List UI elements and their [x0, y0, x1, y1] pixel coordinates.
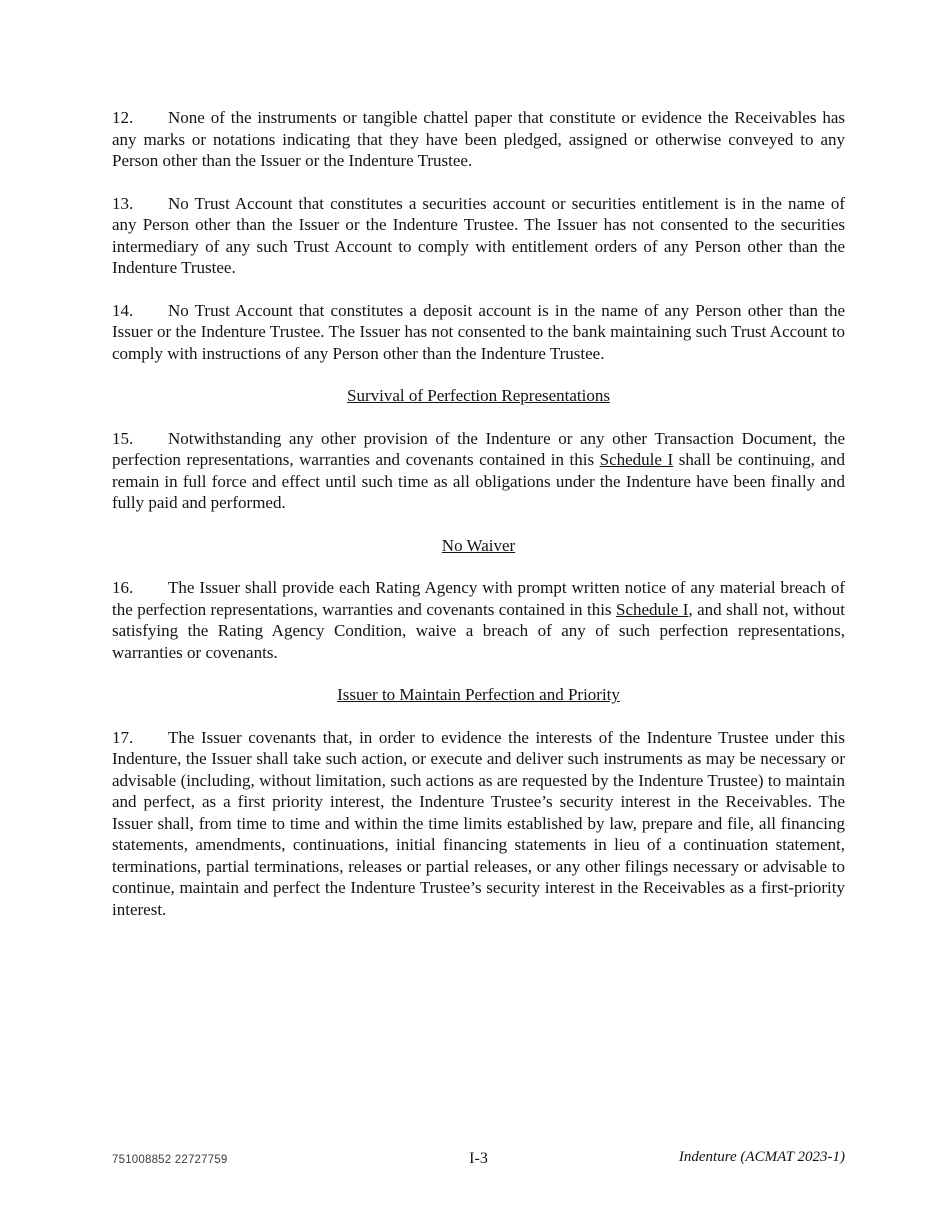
paragraph-number: 16. [112, 578, 134, 597]
section-heading-text: Survival of Perfection Representations [347, 386, 610, 405]
section-heading [112, 684, 845, 706]
paragraph-number: 12. [112, 108, 134, 127]
paragraph-text: Notwithstanding any other provision of the Indenture or any other Transaction Document, the perfection representations, warranties and covenants contained in this [112, 428, 845, 469]
paragraph-text: None of the instruments or tangible chattel paper that constitute or evidence the Receivables has any marks or notations indicating that they have been pledged, assigned or otherwise conveyed to any Person other than the Issuer or the Indenture Trustee. [112, 108, 845, 170]
numbered-paragraph [112, 727, 845, 921]
paragraph-text: The Issuer shall provide each Rating Agency with prompt written notice of any material breach of the perfection representations, warranties and covenants contained in this [112, 578, 845, 619]
section-heading [112, 535, 845, 557]
schedule-reference: Schedule I [599, 450, 674, 469]
paragraph-text: , and shall not, without satisfying the Rating Agency Condition, waive a breach of any of such perfection representations, warranties or covenants. [112, 599, 845, 662]
numbered-paragraph [112, 300, 845, 365]
paragraph-text: shall be continuing, and remain in full force and effect until such time as all obligations under the Indenture have been finally and fully paid and performed. [112, 450, 846, 512]
numbered-paragraph [112, 107, 845, 172]
footer-page-number: I-3 [469, 1150, 488, 1167]
paragraph-number: 15. [112, 428, 134, 448]
paragraph-text: No Trust Account that constitutes a securities account or securities entitlement is in the name of any Person other than the Issuer or the Indenture Trustee. The Issuer has not consented to the securities intermediary of any such Trust Account to comply with entitlement orders of any Person other than the Indenture Trustee. [112, 193, 845, 277]
numbered-paragraph [112, 193, 845, 279]
numbered-paragraph [112, 428, 845, 514]
footer-document-number: 751008852 22727759 [112, 1154, 228, 1166]
paragraph-number: 14. [112, 300, 134, 320]
section-heading-text: No Waiver [441, 535, 516, 555]
paragraph-number: 17. [112, 727, 134, 747]
document-body [112, 107, 845, 941]
section-heading-text: Issuer to Maintain Perfection and Priority [337, 685, 620, 704]
paragraph-number: 13. [112, 193, 134, 213]
paragraph-text: The Issuer covenants that, in order to evidence the interests of the Indenture Trustee under this Indenture, the Issuer shall take such action, or execute and deliver such instruments as may be necessary or advisable (including, without limitation, such actions as are requested by the Indenture Trustee) to maintain and perfect, as a first priority interest, the Indenture Trustee’s security interest in the Receivables. The Issuer shall, from time to time and within the time limits established by law, prepare and file, all financing statements, amendments, continuations, initial financing statements in lieu of a continuation statement, terminations, partial terminations, releases or partial releases, or any other filings necessary or advisable to continue, maintain and perfect the Indenture Trustee’s security interest in the Receivables as a first-priority interest. [112, 727, 845, 919]
numbered-paragraph [112, 577, 845, 663]
section-heading [112, 385, 845, 407]
footer-document-title: Indenture (ACMAT 2023-1) [678, 1149, 845, 1165]
schedule-reference: Schedule I [615, 599, 689, 619]
page-footer [112, 1146, 845, 1176]
paragraph-text: No Trust Account that constitutes a deposit account is in the name of any Person other than the Issuer or the Indenture Trustee. The Issuer has not consented to the bank maintaining such Trust Account to comply with instructions of any Person other than the Indenture Trustee. [112, 300, 845, 363]
